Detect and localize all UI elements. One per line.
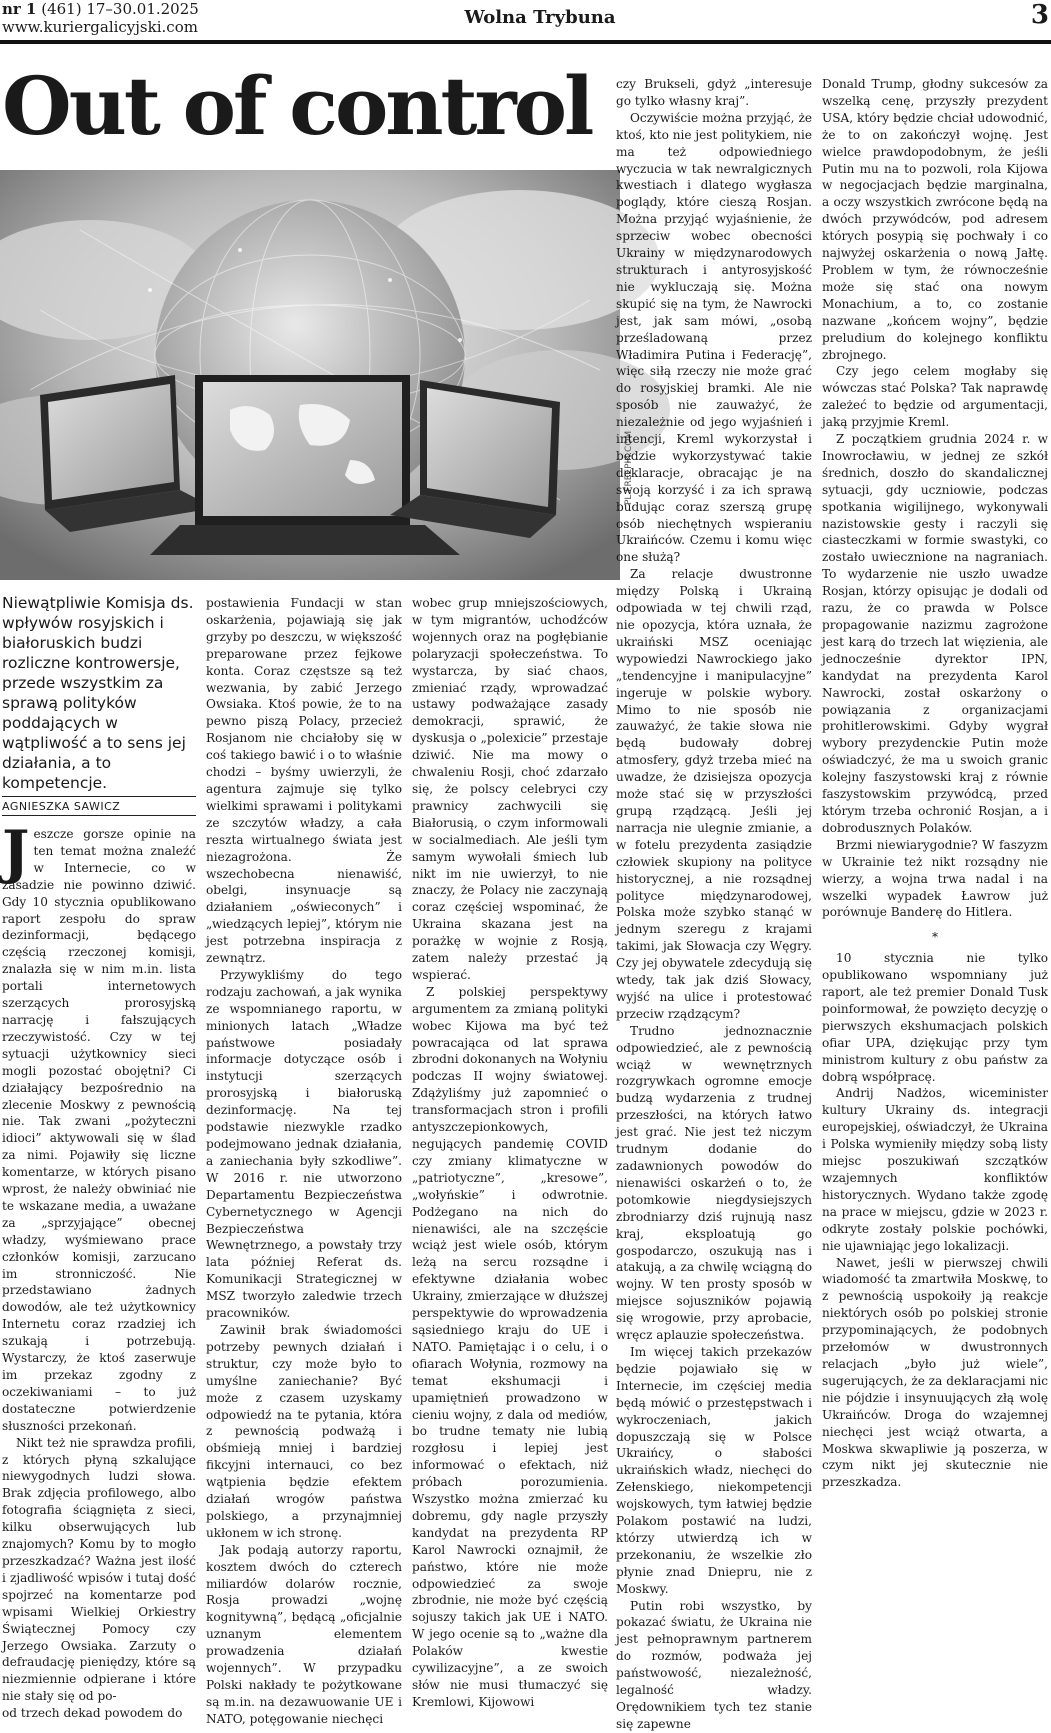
paragraph: Z polskiej perspektywy argumentem za zmianą polityki wobec Kijowa ma być też powracająca od lat sprawa zbrodni dokonanych na Wołyniu podczas II wojny światowej. Zdążyliśmy już zapomnieć o transformacjach stron i profili antyszczepionkowych, negujących pandemię COVID czy zmiany klimatyczne w „patriotyczne”, „kresowe”, „wołyńskie” i odwrotnie. Podżegano na nich do nienawiści, ale na szczęście wciąż jest wiele osób, którym leżą na sercu rozsądne i efektywne działania wobec Ukrainy, zmierzające w dłuższej perspektywie do wprowadzenia sąsiedniego kraju do UE i NATO. Pamiętając i o celu, i o ofiarach Wołynia, rozmowy na temat ekshumacji i upamiętnień prowadzono w cieniu wojny, z dala od mediów, bo trudne tematy nie lubią rozgłosu i lepiej jest informować o efektach, niż próbach porozumienia. Wszystko można zmierzać ku dobremu, gdy nagle przyszły kandydat na prezydenta RP Karol Nawrocki oznajmił, że państwo, które nie może odpowiedzieć za swoje zbrodnie, nie może być częścią sojuszy takich jak UE i NATO. W jego ocenie są to „ważne dla Polaków kwestie cywilizacyjne”, a ze swoich słów nie musi tłumaczyć się Kremlowi, Kijowowi xyxy=(412,984,609,1709)
issue-number: nr 1 xyxy=(2,0,37,18)
section-title: Wolna Trybuna xyxy=(464,7,616,28)
paragraph: Putin robi wszystko, by pokazać światu, że Ukraina nie jest pełnoprawnym partnerem do rozmów, podważa jej państwowość, niezależność, legalność władzy. Orędownikiem tych tez stanie się zapewne xyxy=(616,1598,812,1731)
paragraph: Z początkiem grudnia 2024 r. w Inowrocławiu, w jednej ze szkół średnich, doszło do skandalicznej sytuacji, gdy uczniowie, podczas spotkania wigilijnego, wykonywali nazistowskie gesty i raczyli się ciasteczkami w formie swastyki, co zostało uwiecznione na nagraniach. To wydarzenie nie uszło uwadze Rosjan, którzy opisując je dodali od razu, że co prawda w Polsce propagowanie nazizmu zagrożone jest karą do trzech lat więzienia, ale jednocześnie dyrektor IPN, kandydat na prezydenta Karol Nawrocki, został oskarżony o powiązania z organizacjami prohitlerowskimi. Gdyby wygrał wybory prezydenckie Putin może oświadczyć, że ma u swoich granic kolejny faszystowski kraj z równie faszystowskim przywódcą, przed którym trzeba ochronić Rosjan, a i dobrodusznych Polaków. xyxy=(822,432,1048,835)
paragraph: Andrij Nadżos, wiceminister kultury Ukrainy ds. integracji europejskiej, oświadczył, że Ukraina i Polska wymieniły między sobą listy miejsc poszukiwań szczątków wzajemnych konfliktów historycznych. Wydano także zgodę na prace w miejscu, gdzie w 2023 r. odkryte zostały polskie pochówki, nie ujawniając jego lokalizacji. xyxy=(822,1086,1048,1253)
column-2 xyxy=(206,595,402,1726)
article-lead: Niewątpliwie Komisja ds. wpływów rosyjskich i białoruskich budzi rozliczne kontrowersje, przede wszystkim za sprawą polityków poddających w wątpliwość a to sens jej działania, a to kompetencje. xyxy=(2,594,194,792)
paragraph: postawienia Fundacji w stan oskarżenia, pojawiają się jak grzyby po deszczu, w większość preparowane przez fejkowe konta. Coraz częstsze są też wezwania, by zabić Jerzego Owsiaka. Ktoś powie, że to na pewno piszą Polacy, przecież Rosjanom nie chciałoby się w coś takiego bawić i o to właśnie chodzi – byśmy uwierzyli, że agentura zajmuje się tylko wielkimi sprawami i politykami ze szczytów władzy, a cała reszta wirtualnego świata jest niezagrożona. Że wszechobecna nienawiść, obelgi, insynuacje są działaniem „oświeconych” i „wiedzących lepiej”, którym nie jest potrzebna inspiracja z zewnątrz. xyxy=(206,596,402,966)
paragraph: Nikt też nie sprawdza profili, z których płyną szkalujące niewygodnych ludzi słowa. Brak zdjęcia profilowego, albo fotografia ściągnięta z sieci, kilku obserwujących lub znajomych? Komu by to mogło przeszkadzać? Ważna jest ilość i zjadliwość wpisów i tutaj dość spojrzeć na komentarze pod wpisami Wielkiej Orkiestry Świątecznej Pomocy czy Jerzego Owsiaka. Zarzuty o defraudację pieniędzy, które są niezmiennie odpierane i które nie stały się od po- xyxy=(2,1435,196,1704)
paragraph: Im więcej takich przekazów będzie pojawiało się w Internecie, im częściej media będą mówić o przestępstwach i wykroczeniach, jakich dopuszczają się w Polsce Ukraińcy, o słabości ukraińskich władz, niechęci do Zełenskiego, niekompetencji wojskowych, tym łatwiej będzie Polakom postawić na ludzi, którzy utwierdzą ich w przekonaniu, że wszelkie zło płynie znad Dniepru, nie z Moskwy. xyxy=(616,1344,812,1596)
column-1 xyxy=(2,818,196,1721)
paragraph: Nawet, jeśli w pierwszej chwili wiadomość ta zmartwiła Moskwę, to z pewnością uspokoiły ją reakcje niektórych osób po polskiej stronie przypominających, że podobnych przełomów w dwustronnych relacjach „było już wiele”, sugerujących, że za deklaracjami nic nie pójdzie i insynuujących złą wolę Ukraińców. Droga do wzajemnej niechęci jest wciąż otwarta, a Moskwa skwapliwie ją poszerza, w czym nikt jej skutecznie nie przeszkadza. xyxy=(822,1255,1048,1490)
drop-cap: J xyxy=(2,818,30,886)
column-3 xyxy=(412,595,609,1709)
paragraph: Jak podają autorzy raportu, kosztem dwóch do czterech miliardów dolarów rocznie, Rosja prowadzi „wojnę kognitywną”, będącą „oficjalnie uznanym elementem prowadzenia działań wojennych”. W przypadku Polski nakłady te pożytkowane są m.in. na dezawuowanie UE i NATO, potęgowanie niechęci xyxy=(206,1542,402,1726)
paragraph: od trzech dekad powodem do xyxy=(2,1706,183,1721)
paragraph: czy Brukseli, gdyż „interesuje go tylko własny kraj”. xyxy=(616,77,812,108)
issue-dates: (461) 17–30.01.2025 xyxy=(36,0,199,18)
site-url[interactable]: www.kuriergalicyjski.com xyxy=(2,18,198,36)
article-photo xyxy=(0,170,620,580)
paragraph: Przywykliśmy do tego rodzaju zachowań, a jak wynika ze wspomnianego raportu, w minionych latach „Władze państwowe posiadały informacje dotyczące osób i instytucji szerzących prorosyjską i białoruską dezinformację. Na tej podstawie niezwykle rzadko podejmowano jednak działania, a zaniechania były szkodliwe”. W 2016 r. nie utworzono Departamentu Bezpieczeństwa Cybernetycznego w Agencji Bezpieczeństwa Wewnętrznego, a powstały trzy lata później Referat ds. Komunikacji Strategicznej w MSZ tworzyło zaledwie trzech pracowników. xyxy=(206,967,402,1321)
issue-info xyxy=(2,0,199,18)
paragraph: wobec grup mniejszościowych, w tym migrantów, uchodźców wojennych oraz na pogłębianie polaryzacji społeczeństwa. To wystarcza, by siać chaos, zmieniać rządy, wprowadzać ustawy podważające zasady demokracji, sprawić, że dyskusja o „polexicie” przestaje dziwić. Nie ma mowy o chwaleniu Rosji, choć zdarzało się, że polscy celebryci czy prawnicy zachwycili się Białorusią, o czym informowali w socialmediach. Ale jeśli tym samym wywołali śmiech lub nikt im nie uwierzył, to nie znaczy, że Polacy nie zaczynają coraz częściej wspominać, że Ukraina skazana jest na porażkę w wojnie z Rosją, zatem należy przestać ją wspierać. xyxy=(412,596,608,982)
paragraph: Trudno jednoznacznie odpowiedzieć, ale z pewnością wciąż w wewnętrznych rozgrywkach ogromne emocje budzą wydarzenia z trudnej przeszłości, na których łatwo jest grać. Nie jest też niczym trudnym dodanie do zadawnionych powodów do nienawiści oskarżeń o to, że potomkowie niegdysiejszych zbrodniarzy dziś rujnują nasz kraj, eksploatują go gospodarczo, oszukują nas i atakują, a za chwilę wciągną do wojny. W ten prosty sposób w miejsce sojuszników pojawią się wrogowie, przy aprobacie, wręcz aplauzie społeczeństwa. xyxy=(616,1023,812,1343)
paragraph: Donald Trump, głodny sukcesów za wszelką cenę, przyszły prezydent USA, który będzie chciał udowodnić, że to on zakończył wojnę. Jest wielce prawdopodobnym, że jeśli Putin mu na to pozwoli, rola Kijowa w negocjacjach będzie marginalna, a oczy wszystkich zwrócone będą na dwóch przywódców, pod adresem których posypią się pochwały i co najwyżej oskarżenia o nową Jałtę. Problem w tym, że równocześnie może się stać ona nowym Monachium, a to, co zostanie nazwane „końcem wojny”, będzie preludium do kolejnego konfliktu zbrojnego. xyxy=(822,77,1048,362)
paragraph: Zawinił brak świadomości potrzeby pewnych działań i struktur, czy może było to umyślne zaniechanie? Być może z czasem uzyskamy odpowiedź na te pytania, która z pewnością podważą i obśmieją mniej i bardziej fikcyjni internauci, co bez wątpienia będzie efektem działań wrogów państwa polskiego, a przynajmniej ukłonem w ich stronę. xyxy=(206,1322,402,1540)
section-separator: * xyxy=(931,930,939,945)
paragraph-text: eszcze gorsze opinie na ten temat można znaleźć w Internecie, co w zasadzie nie powinno dziwić. Gdy 10 stycznia opublikowano raport zespołu do spraw dezinformacji, będącego częścią rzeczonej komisji, znalazła się w nim m.in. lista portali internetowych szerzących prorosyjską narrację i fałszujących rzeczywistość. Czy w tej sytuacji użytkownicy sieci mogli pozostać obojętni? Ci działający bezpośrednio na zlecenie Moskwy z pewnością nie. Tak zwani „pożyteczni idioci” aktywowali się w ślad za nimi. Pojawiły się liczne komentarze, w których pisano wprost, że należy obwiniać nie te wskazane media, a uważane za „sprzyjające” obecnej władzy, wyśmiewano prace członków komisji, zarzucano im stronniczość. Nie przedstawiano żadnych dowodów, ale też użytkownicy Internetu coraz rzadziej ich szukają i potrzebują. Wystarczy, że ktoś zaserwuje im przekaz zgodny z oczekiwaniami – to już dostateczne potwierdzenie słuszności przekonań. xyxy=(2,827,196,1433)
author-byline: AGNIESZKA SAWICZ xyxy=(2,796,196,816)
masthead-rule xyxy=(0,40,1051,44)
masthead xyxy=(0,0,1051,46)
photo-credit: PL.FREEPIK.COM xyxy=(624,430,634,505)
column-4 xyxy=(616,76,812,1731)
paragraph: Czy jego celem mogłaby się wówczas stać Polska? Tak naprawdę zależeć to będzie od argumentacji, jaką przyjmie Kreml. xyxy=(822,364,1048,430)
page-number: 3 xyxy=(1030,0,1049,30)
headline: Out of control xyxy=(2,59,592,153)
paragraph: Brzmi niewiarygodnie? W faszyzm w Ukrainie też nikt rozsądny nie wierzy, a wojna trwa nadal i na wszelki wypadek Ławrow już porównuje Banderę do Hitlera. xyxy=(822,837,1048,920)
paragraph xyxy=(2,818,196,1435)
paragraph: 10 stycznia nie tylko opublikowano wspomniany już raport, ale też premier Donald Tusk poinformował, że powzięto decyzję o pierwszych ekshumacjach polskich ofiar UPA, dziękując przy tym ministrom kultury z obu państw za dobrą współpracę. xyxy=(822,951,1048,1084)
paragraph: Oczywiście można przyjąć, że ktoś, kto nie jest politykiem, nie ma też odpowiedniego wyczucia w tak newralgicznych kwestiach i dlatego wygłasza poglądy, które cieszą Rosjan. Można przyjąć wyjaśnienie, że sprzeciw wobec obecności Ukrainy w międzynarodowych strukturach i antyrosyjskość nie wykluczają się. Można skupić się na tym, że Nawrocki jest, jak sam mówi, „osobą prześladowaną przez Władimira Putina i Federację”, więc siłą rzeczy nie może grać do rosyjskiej bramki. Ale nie sposób nie zauważyć, że niezależnie od jego wyjaśnień i intencji, Kreml wykorzystał i będzie wykorzystywać takie deklaracje, obracając je na swoją korzyść i za ich sprawą budując coraz szerszą grupę osób niechętnych wspieraniu Ukraińców. Czemu i komu więc one służą? xyxy=(616,110,812,565)
globe-laptops-illustration xyxy=(0,170,620,580)
paragraph: Za relacje dwustronne między Polską i Ukrainą odpowiada w tej chwili rząd, nie opozycja, która uznała, że ukraiński MSZ oceniając wypowiedzi Nawrockiego jako „tendencyjne i manipulacyjne” ingeruje w polskie wybory. Mimo to nie sposób nie zauważyć, że takie słowa nie będą budowały dobrej atmosfery, gdyż trzeba mieć na uwadze, że dzisiejsza opozycja może stać się w przyszłości grupą rządzącą. Jeśli jej narracja nie ulegnie zmianie, a w fotelu prezydenta zasiądzie człowiek skupiony na polityce historycznej, a nie rozsądnej polityce międzynarodowej, Polska może szybko stanąć w jednym szeregu z krajami takimi, jak Słowacja czy Węgry. Czy jej obywatele zdecydują się wtedy, tak jak dziś Słowacy, wyjść na ulice i protestować przeciw rządzącym? xyxy=(616,567,812,1021)
column-5 xyxy=(822,76,1048,1632)
